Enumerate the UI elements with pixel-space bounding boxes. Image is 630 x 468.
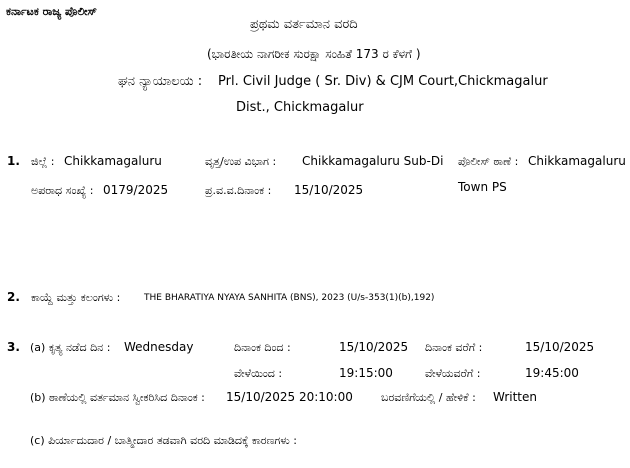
- subdivision-value: Chikkamagaluru Sub-Di: [302, 154, 444, 168]
- received-date-label: (b) ಠಾಣೆಯಲ್ಲಿ ವರ್ತಮಾನ ಸ್ವೀಕರಿಸಿದ ದಿನಾಂಕ :: [30, 391, 205, 404]
- to-time-value: 19:45:00: [525, 366, 579, 380]
- to-date-value: 15/10/2025: [525, 340, 595, 354]
- offence-day-label: (a) ಕೃತ್ಯ ನಡೆದ ದಿನ :: [30, 341, 111, 354]
- to-date-label: ದಿನಾಂಕ ವರೆಗೆ :: [425, 341, 483, 354]
- page-title: ಪ್ರಥಮ ವರ್ತಮಾನ ವರದಿ: [250, 17, 358, 32]
- court-label: ಘನ ನ್ಯಾಯಾಲಯ :: [118, 74, 203, 89]
- from-date-label: ದಿನಾಂಕ ದಿಂದ :: [234, 341, 291, 354]
- crime-number-value: 0179/2025: [103, 183, 169, 197]
- written-oral-label: ಬರವಣಿಗೆಯಲ್ಲಿ / ಹೇಳಿಕೆ :: [381, 391, 476, 404]
- section-2-number: 2.: [7, 290, 20, 304]
- subdivision-label: ವೃತ್ತ/ಉಪ ವಿಭಾಗ :: [205, 155, 277, 168]
- district-label: ಜಿಲ್ಲೆ :: [31, 155, 55, 168]
- acts-sections-value: THE BHARATIYA NYAYA SANHITA (BNS), 2023 (U/s-353(1)(b),192): [144, 293, 435, 303]
- from-date-value: 15/10/2025: [339, 340, 409, 354]
- fir-date-label: ಪ್ರ.ವ.ವ.ದಿನಾಂಕ :: [205, 184, 272, 197]
- from-time-label: ವೇಳೆಯಿಂದ :: [234, 367, 283, 380]
- police-station-label: ಪೊಲೀಸ್ ಠಾಣೆ :: [458, 155, 519, 168]
- district-value: Chikkamagaluru: [64, 154, 162, 168]
- written-oral-value: Written: [493, 390, 537, 404]
- court-value-line2: Dist., Chickmagalur: [236, 100, 364, 115]
- acts-sections-label: ಕಾಯ್ದೆ ಮತ್ತು ಕಲಂಗಳು :: [31, 291, 121, 304]
- section-3-number: 3.: [7, 340, 20, 354]
- court-value: Prl. Civil Judge ( Sr. Div) & CJM Court,Chickmagalur: [218, 74, 548, 89]
- offence-day-value: Wednesday: [124, 340, 194, 354]
- delay-reason-label: (c) ಪಿರ್ಯಾದುದಾರ / ಬಾತ್ಮೀದಾರ ತಡವಾಗಿ ವರದಿ ಮಾಡಿದಕ್ಕೆ ಕಾರಣಗಳು :: [30, 434, 298, 447]
- crime-number-label: ಅಪರಾಧ ಸಂಖ್ಯೆ :: [31, 184, 94, 197]
- to-time-label: ವೇಳೆಯವರೆಗೆ :: [425, 367, 481, 380]
- police-station-value-line2: Town PS: [458, 180, 507, 194]
- received-date-value: 15/10/2025 20:10:00: [226, 390, 353, 404]
- section-1-number: 1.: [7, 154, 20, 168]
- from-time-value: 19:15:00: [339, 366, 393, 380]
- police-station-value: Chikkamagaluru: [528, 154, 626, 168]
- fir-date-value: 15/10/2025: [294, 183, 364, 197]
- page-subtitle: (ಭಾರತೀಯ ನಾಗರೀಕ ಸುರಕ್ಷಾ ಸಂಹಿತೆ 173 ರ ಕೆಳಗೆ ): [207, 47, 421, 61]
- org-name: ಕರ್ನಾಟಕ ರಾಜ್ಯ ಪೊಲೀಸ್: [6, 5, 97, 18]
